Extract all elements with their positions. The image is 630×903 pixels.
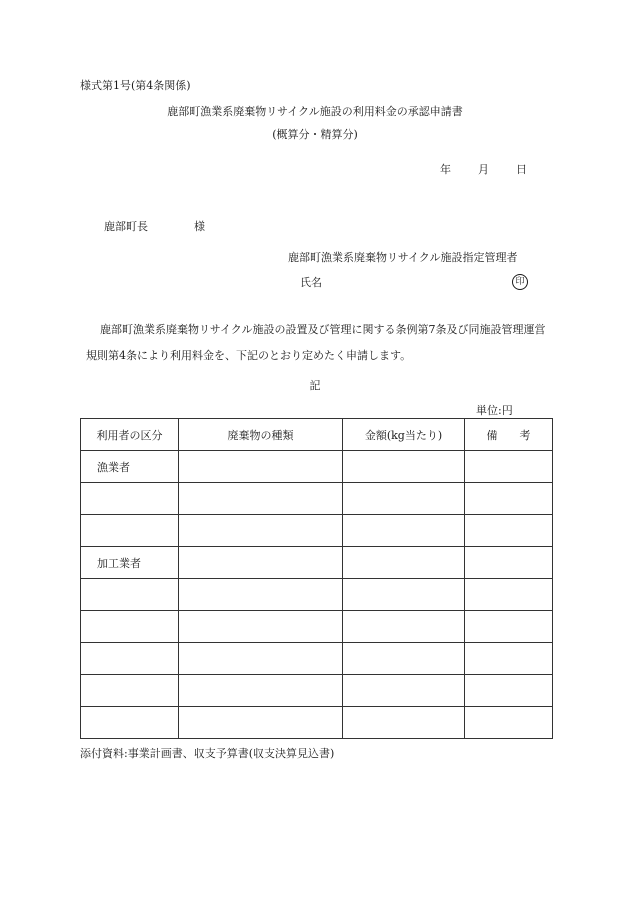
attachments-note: 添付資料:事業計画書、収支予算書(収支決算見込書)	[80, 747, 335, 760]
table-row	[81, 451, 553, 483]
table-cell[interactable]	[465, 515, 553, 547]
table-cell[interactable]	[179, 451, 343, 483]
header-waste-type: 廃棄物の種類	[179, 419, 343, 451]
table-cell[interactable]	[343, 451, 465, 483]
table-row	[81, 515, 553, 547]
table-cell[interactable]	[343, 611, 465, 643]
table-cell[interactable]	[343, 579, 465, 611]
applicant-name-label: 氏名	[300, 276, 322, 289]
table-cell[interactable]	[465, 451, 553, 483]
table-cell[interactable]	[81, 707, 179, 739]
table-cell[interactable]	[179, 515, 343, 547]
table-cell[interactable]	[343, 675, 465, 707]
table-cell[interactable]	[179, 579, 343, 611]
table-cell[interactable]	[81, 579, 179, 611]
header-amount: 金額(kg当たり)	[343, 419, 465, 451]
table-cell[interactable]	[343, 707, 465, 739]
table-cell[interactable]	[465, 643, 553, 675]
table-row	[81, 579, 553, 611]
table-header-row	[81, 419, 553, 451]
addressee-honorific: 様	[194, 220, 205, 233]
table-row	[81, 547, 553, 579]
month-label: 月	[478, 163, 489, 176]
table-row	[81, 675, 553, 707]
document-subtitle: (概算分・精算分)	[272, 128, 358, 141]
table-cell[interactable]	[179, 611, 343, 643]
table-cell[interactable]	[465, 611, 553, 643]
table-cell[interactable]	[81, 643, 179, 675]
table-cell[interactable]: 加工業者	[81, 547, 179, 579]
table-cell[interactable]	[343, 547, 465, 579]
year-label: 年	[440, 163, 451, 176]
table-cell[interactable]: 漁業者	[81, 451, 179, 483]
addressee-name: 鹿部町長	[104, 220, 148, 233]
table-cell[interactable]	[343, 515, 465, 547]
table-cell[interactable]	[81, 483, 179, 515]
seal-mark: 印	[512, 274, 528, 290]
unit-label: 単位:円	[476, 404, 513, 417]
fee-table	[80, 418, 553, 739]
table-cell[interactable]	[179, 547, 343, 579]
date-line	[440, 164, 527, 175]
form-number: 様式第1号(第4条関係)	[80, 79, 191, 92]
table-cell[interactable]	[465, 483, 553, 515]
header-remarks: 備 考	[465, 419, 553, 451]
table-row	[81, 707, 553, 739]
table-cell[interactable]	[465, 547, 553, 579]
document-title: 鹿部町漁業系廃棄物リサイクル施設の利用料金の承認申請書	[167, 105, 463, 118]
body-text: 鹿部町漁業系廃棄物リサイクル施設の設置及び管理に関する条例第7条及び同施設管理運営規則第4条により利用料金を、下記のとおり定めたく申請します。	[86, 323, 546, 362]
table-cell[interactable]	[81, 515, 179, 547]
table-cell[interactable]	[81, 675, 179, 707]
table-row	[81, 643, 553, 675]
header-user-category: 利用者の区分	[81, 419, 179, 451]
table-row	[81, 483, 553, 515]
table-cell[interactable]	[179, 483, 343, 515]
table-row	[81, 611, 553, 643]
table-cell[interactable]	[179, 675, 343, 707]
applicant-name-row	[300, 277, 530, 288]
table-cell[interactable]	[179, 643, 343, 675]
day-label: 日	[516, 163, 527, 176]
table-cell[interactable]	[465, 675, 553, 707]
table-cell[interactable]	[81, 611, 179, 643]
applicant-org: 鹿部町漁業系廃棄物リサイクル施設指定管理者	[288, 251, 518, 264]
table-cell[interactable]	[179, 707, 343, 739]
table-cell[interactable]	[343, 643, 465, 675]
addressee	[104, 221, 205, 232]
ki-heading: 記	[309, 379, 321, 392]
table-cell[interactable]	[465, 707, 553, 739]
table-cell[interactable]	[465, 579, 553, 611]
table-cell[interactable]	[343, 483, 465, 515]
